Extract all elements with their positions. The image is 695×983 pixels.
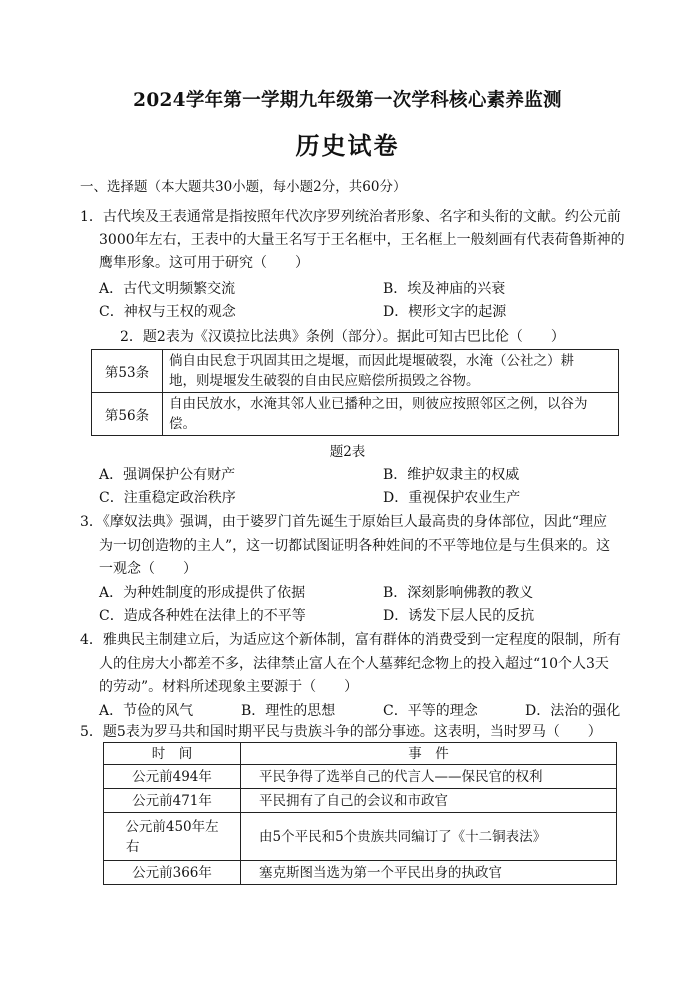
q3-line-3: 一观念（ ） (99, 561, 197, 577)
q5-row-4-time: 公元前366年 (104, 861, 241, 885)
q1-line-2: 3000年左右，王表中的大量王名写于王名框中，王名框上一般刻画有代表荷鲁斯神的 (99, 232, 625, 248)
q5-row-2-event: 平民拥有了自己的会议和市政官 (241, 789, 617, 813)
q2-table (91, 349, 619, 436)
q5-row-1-time: 公元前494年 (104, 765, 241, 789)
q2-option-d[interactable]: D．重视保护农业生产 (383, 490, 521, 506)
q1-line-3: 鹰隼形象。这可用于研究（ ） (99, 255, 309, 271)
q4-option-b[interactable]: B．理性的思想 (241, 703, 336, 719)
q4-line-3: 的劳动”。材料所述现象主要源于（ ） (99, 679, 359, 695)
table-row (104, 861, 617, 885)
exam-title: 2024学年第一学期九年级第一次学科核心素养监测 (133, 90, 562, 111)
q3-option-c[interactable]: C．造成各种姓在法律上的不平等 (99, 608, 306, 624)
q5-header-time: 时 间 (104, 743, 241, 765)
q2-article-56-line-1: 自由民放水，水淹其邻人业已播种之田，则彼应按照邻区之例，以谷为 (169, 396, 588, 412)
q3-line-1: 3．《摩奴法典》强调，由于婆罗门首先诞生于原始巨人最高贵的身体部位，因此“理应 (80, 514, 608, 530)
q2-article-56-line-2: 偿。 (169, 416, 196, 432)
q2-article-56-text (163, 393, 619, 436)
q4-option-d[interactable]: D．法治的强化 (525, 703, 621, 719)
q2-article-53: 第53条 (92, 350, 163, 393)
table-row (92, 350, 619, 393)
q4-line-2: 人的住房大小都差不多，法律禁止富人在个人墓葬纪念物上的投入超过“10个人3天 (99, 656, 609, 672)
q5-row-3-time-line-1: 公元前450年左 (125, 818, 219, 835)
q5-row-3-event: 由5个平民和5个贵族共同编订了《十二铜表法》 (241, 813, 617, 861)
q5-header-event: 事 件 (241, 743, 617, 765)
table-row (104, 813, 617, 861)
q3-option-b[interactable]: B．深刻影响佛教的教义 (383, 585, 534, 601)
q2-option-a[interactable]: A．强调保护公有财产 (99, 467, 236, 483)
q5-stem: 5．题5表为罗马共和国时期平民与贵族斗争的部分事迹。这表明，当时罗马（ ） (80, 724, 602, 740)
q2-article-56: 第56条 (92, 393, 163, 436)
q2-option-b[interactable]: B．维护奴隶主的权威 (383, 467, 520, 483)
q1-option-d[interactable]: D．楔形文字的起源 (383, 304, 507, 320)
q3-option-a[interactable]: A．为种姓制度的形成提供了依据 (99, 585, 306, 601)
q2-article-53-line-1: 倘自由民怠于巩固其田之堤堰，而因此堤堰破裂，水淹（公社之）耕 (169, 353, 574, 369)
table-row (92, 393, 619, 436)
q2-article-53-text (163, 350, 619, 393)
q1-option-b[interactable]: B．埃及神庙的兴衰 (383, 281, 506, 297)
q5-row-4-event: 塞克斯图当选为第一个平民出身的执政官 (241, 861, 617, 885)
table-row (104, 765, 617, 789)
q5-row-1-event: 平民争得了选举自己的代言人——保民官的权利 (241, 765, 617, 789)
table-row (104, 789, 617, 813)
q1-option-c[interactable]: C．神权与王权的观念 (99, 304, 236, 320)
q2-option-c[interactable]: C．注重稳定政治秩序 (99, 490, 236, 506)
q2-table-caption: 题2表 (329, 444, 366, 460)
q1-option-a[interactable]: A．古代文明频繁交流 (99, 281, 236, 297)
exam-subject: 历史试卷 (295, 131, 400, 160)
q2-stem: 2．题2表为《汉谟拉比法典》条例（部分）。据此可知古巴比伦（ ） (120, 329, 565, 345)
q1-line-1: 1．古代埃及王表通常是指按照年代次序罗列统治者形象、名字和头衔的文献。约公元前 (80, 209, 621, 225)
q5-row-3-time-line-2: 右 (126, 838, 140, 855)
q3-line-2: 为一切创造物的主人”，这一切都试图证明各种姓间的不平等地位是与生俱来的。这 (99, 538, 611, 554)
q3-option-d[interactable]: D．诱发下层人民的反抗 (383, 608, 535, 624)
table-header-row (104, 743, 617, 765)
q5-row-3-time (104, 813, 241, 861)
q4-option-a[interactable]: A．节俭的风气 (99, 703, 194, 719)
q2-article-53-line-2: 地，则堤堰发生破裂的自由民应赔偿所损毁之谷物。 (169, 373, 480, 389)
section-heading: 一、选择题（本大题共30小题，每小题2分，共60分） (80, 179, 407, 195)
q5-row-2-time: 公元前471年 (104, 789, 241, 813)
q5-table (103, 742, 617, 885)
q4-line-1: 4．雅典民主制建立后，为适应这个新体制，富有群体的消费受到一定程度的限制，所有 (80, 632, 621, 648)
q4-option-c[interactable]: C．平等的理念 (383, 703, 478, 719)
